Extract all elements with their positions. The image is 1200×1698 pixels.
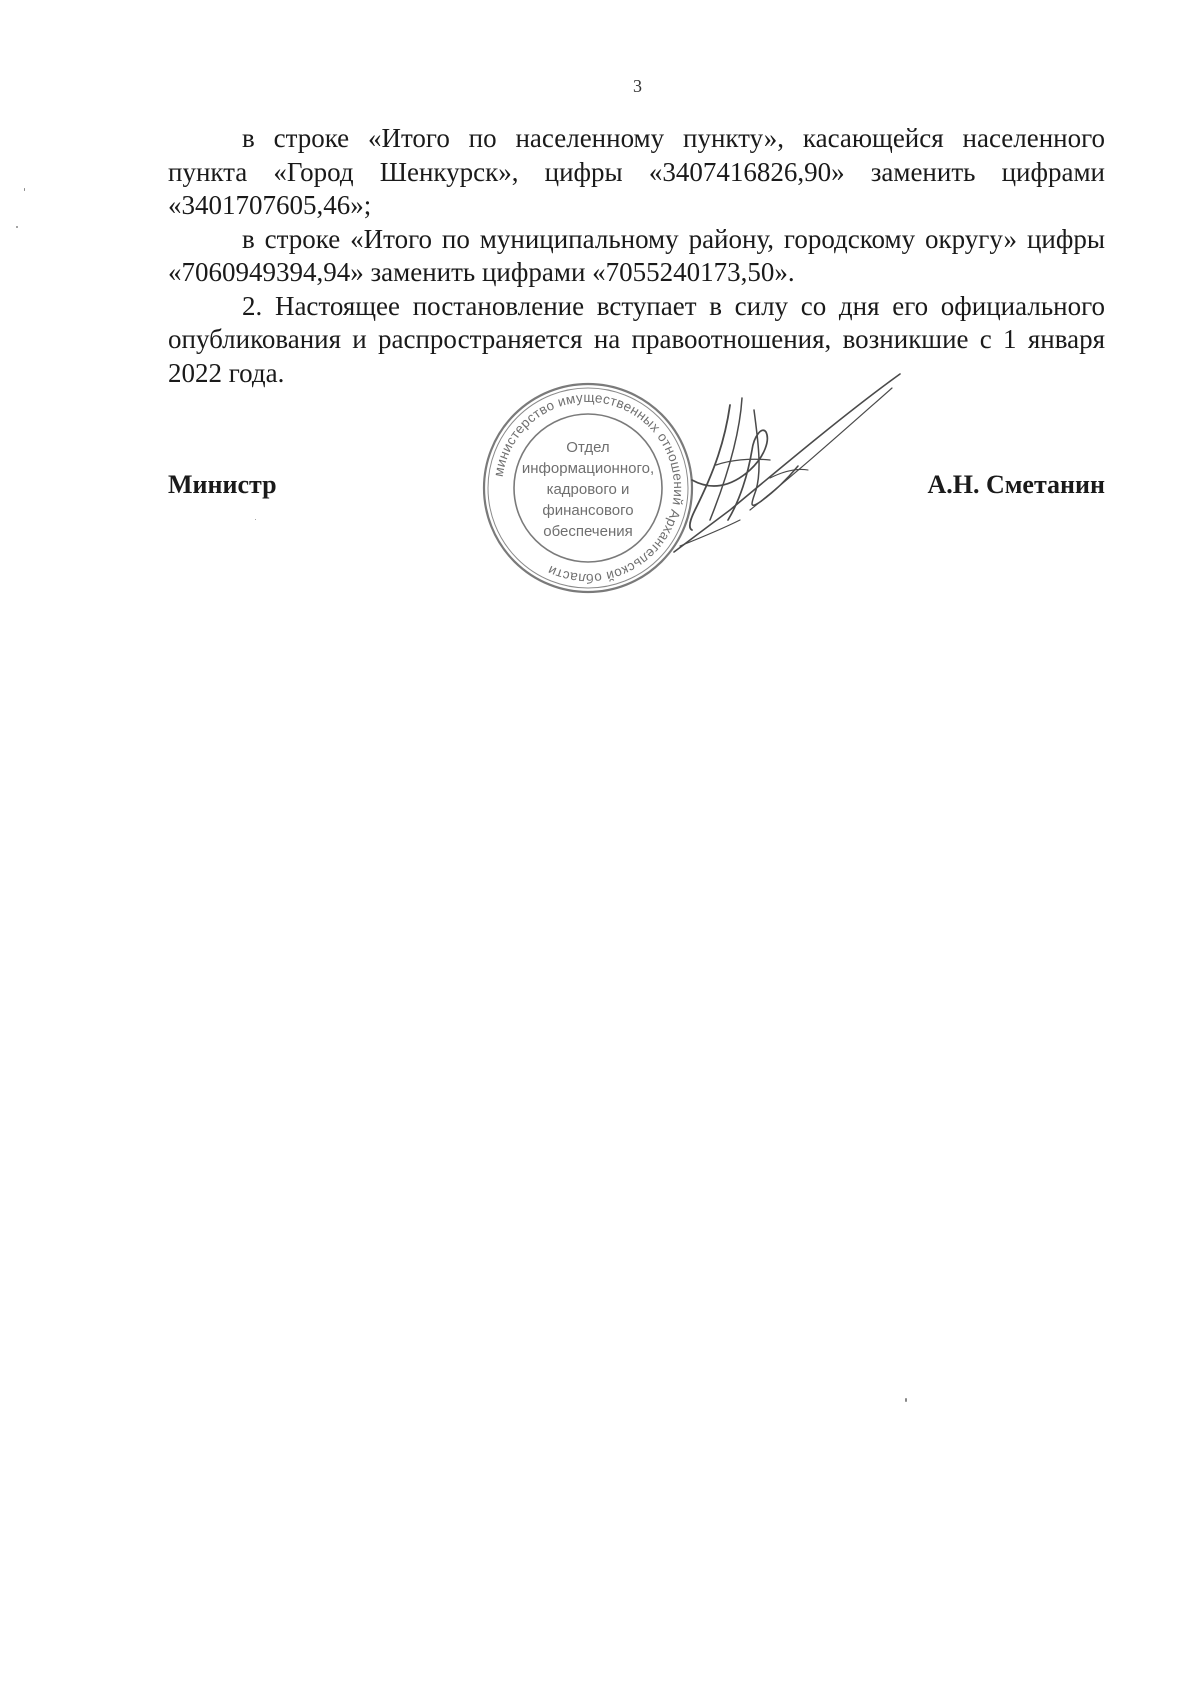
- paragraph-settlement-total: в строке «Итого по населенному пункту», касающейся населенного пункта «Город Шенкурск», цифры «3407416826,90» заменить цифрами «3401707605,46»;: [168, 123, 1105, 220]
- stamp-center-line: обеспечения: [543, 523, 633, 540]
- scan-speck: [16, 226, 18, 228]
- stamp-center-line: кадрового и: [546, 481, 630, 498]
- paragraph-effective-date: 2. Настоящее постановление вступает в силу со дня его официального опубликования и распространяется на правоотношения, возникшие с 1 января 2022 года.: [168, 290, 1105, 388]
- scan-speck: [905, 1398, 907, 1402]
- signatory-name: А.Н. Сметанин: [927, 470, 1105, 499]
- scan-speck: [255, 519, 256, 520]
- page-number: 3: [633, 76, 642, 96]
- paragraph-district-total: в строке «Итого по муниципальному району, городскому округу» цифры «7060949394,94» заменить цифрами «7055240173,50».: [168, 223, 1105, 287]
- scan-speck: [24, 188, 25, 191]
- signature-block: [168, 470, 1105, 510]
- stamp-ring-text: министерство имущественных отношений Архангельской области: [490, 389, 687, 587]
- stamp-center-line: Отдел: [566, 439, 610, 456]
- stamp-center-line: информационного,: [521, 460, 655, 477]
- document-body: [168, 122, 1105, 390]
- stamp-center-line: финансового: [542, 502, 634, 519]
- signatory-title: Министр: [168, 470, 277, 499]
